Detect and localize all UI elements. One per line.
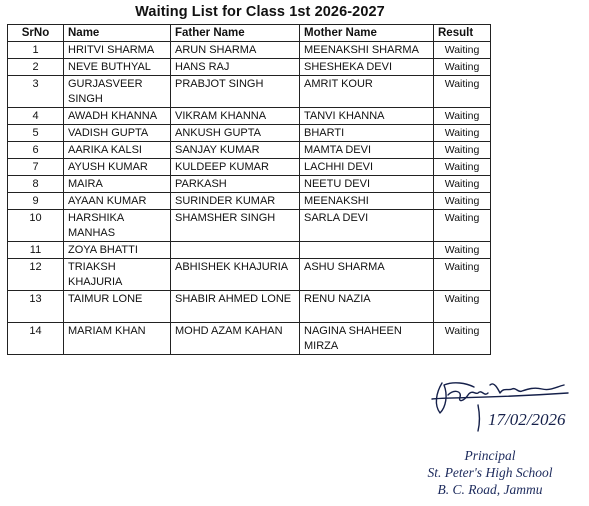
srno-cell: 12 — [8, 259, 64, 291]
table-row — [8, 176, 491, 193]
table-row — [8, 242, 491, 259]
srno-cell: 11 — [8, 242, 64, 259]
name-cell: HRITVI SHARMA — [64, 42, 171, 59]
father-name-cell: SANJAY KUMAR — [171, 142, 300, 159]
father-name-cell: SHAMSHER SINGH — [171, 210, 300, 242]
result-cell: Waiting — [434, 59, 491, 76]
name-cell: AYAAN KUMAR — [64, 193, 171, 210]
mother-name-cell: SARLA DEVI — [300, 210, 434, 242]
father-name-cell: ABHISHEK KHAJURIA — [171, 259, 300, 291]
mother-name-cell: LACHHI DEVI — [300, 159, 434, 176]
mother-name-cell: MEENAKSHI — [300, 193, 434, 210]
table-row — [8, 42, 491, 59]
table-row — [8, 193, 491, 210]
srno-cell: 2 — [8, 59, 64, 76]
srno-cell: 1 — [8, 42, 64, 59]
name-cell: ZOYA BHATTI — [64, 242, 171, 259]
signature-date: 17/02/2026 — [488, 410, 566, 429]
result-cell: Waiting — [434, 42, 491, 59]
header-name: Name — [64, 25, 171, 42]
father-name-cell: PRABJOT SINGH — [171, 76, 300, 108]
father-name-cell: HANS RAJ — [171, 59, 300, 76]
srno-cell: 6 — [8, 142, 64, 159]
name-cell: MAIRA — [64, 176, 171, 193]
name-cell: AYUSH KUMAR — [64, 159, 171, 176]
header-father-name: Father Name — [171, 25, 300, 42]
name-cell: AWADH KHANNA — [64, 108, 171, 125]
table-row — [8, 142, 491, 159]
header-srno: SrNo — [8, 25, 64, 42]
name-cell: AARIKA KALSI — [64, 142, 171, 159]
table-row — [8, 210, 491, 242]
name-cell: VADISH GUPTA — [64, 125, 171, 142]
result-cell: Waiting — [434, 142, 491, 159]
result-cell: Waiting — [434, 176, 491, 193]
mother-name-cell: MAMTA DEVI — [300, 142, 434, 159]
father-name-cell: VIKRAM KHANNA — [171, 108, 300, 125]
srno-cell: 5 — [8, 125, 64, 142]
mother-name-cell: NAGINA SHAHEEN MIRZA — [300, 323, 434, 355]
mother-name-cell: NEETU DEVI — [300, 176, 434, 193]
result-cell: Waiting — [434, 323, 491, 355]
table-row — [8, 76, 491, 108]
mother-name-cell: ASHU SHARMA — [300, 259, 434, 291]
table-row — [8, 59, 491, 76]
srno-cell: 10 — [8, 210, 64, 242]
srno-cell: 7 — [8, 159, 64, 176]
father-name-cell: SHABIR AHMED LONE — [171, 291, 300, 323]
stamp-address: B. C. Road, Jammu — [437, 482, 543, 497]
stamp-school: St. Peter's High School — [427, 465, 553, 480]
srno-cell: 4 — [8, 108, 64, 125]
father-name-cell: SURINDER KUMAR — [171, 193, 300, 210]
table-row — [8, 259, 491, 291]
mother-name-cell: AMRIT KOUR — [300, 76, 434, 108]
name-cell: MARIAM KHAN — [64, 323, 171, 355]
name-cell: NEVE BUTHYAL — [64, 59, 171, 76]
father-name-cell: MOHD AZAM KAHAN — [171, 323, 300, 355]
srno-cell: 13 — [8, 291, 64, 323]
name-cell: TRIAKSH KHAJURIA — [64, 259, 171, 291]
table-row — [8, 108, 491, 125]
result-cell: Waiting — [434, 291, 491, 323]
father-name-cell: KULDEEP KUMAR — [171, 159, 300, 176]
school-stamp — [400, 447, 580, 498]
principal-signature — [418, 375, 583, 433]
mother-name-cell: TANVI KHANNA — [300, 108, 434, 125]
srno-cell: 3 — [8, 76, 64, 108]
table-row — [8, 291, 491, 323]
stamp-principal: Principal — [464, 448, 516, 463]
mother-name-cell: BHARTI — [300, 125, 434, 142]
header-mother-name: Mother Name — [300, 25, 434, 42]
table-row — [8, 125, 491, 142]
result-cell: Waiting — [434, 242, 491, 259]
srno-cell: 9 — [8, 193, 64, 210]
mother-name-cell — [300, 242, 434, 259]
result-cell: Waiting — [434, 76, 491, 108]
mother-name-cell: SHESHEKA DEVI — [300, 59, 434, 76]
table-row — [8, 159, 491, 176]
mother-name-cell: MEENAKSHI SHARMA — [300, 42, 434, 59]
father-name-cell: ARUN SHARMA — [171, 42, 300, 59]
table-row — [8, 323, 491, 355]
name-cell: HARSHIKA MANHAS — [64, 210, 171, 242]
waiting-list-table — [7, 24, 491, 355]
father-name-cell: PARKASH — [171, 176, 300, 193]
name-cell: TAIMUR LONE — [64, 291, 171, 323]
name-cell: GURJASVEER SINGH — [64, 76, 171, 108]
result-cell: Waiting — [434, 159, 491, 176]
result-cell: Waiting — [434, 210, 491, 242]
srno-cell: 14 — [8, 323, 64, 355]
header-result: Result — [434, 25, 491, 42]
result-cell: Waiting — [434, 125, 491, 142]
page-title: Waiting List for Class 1st 2026-2027 — [135, 4, 385, 20]
table-header-row — [8, 25, 491, 42]
result-cell: Waiting — [434, 108, 491, 125]
srno-cell: 8 — [8, 176, 64, 193]
result-cell: Waiting — [434, 259, 491, 291]
result-cell: Waiting — [434, 193, 491, 210]
father-name-cell — [171, 242, 300, 259]
mother-name-cell: RENU NAZIA — [300, 291, 434, 323]
father-name-cell: ANKUSH GUPTA — [171, 125, 300, 142]
